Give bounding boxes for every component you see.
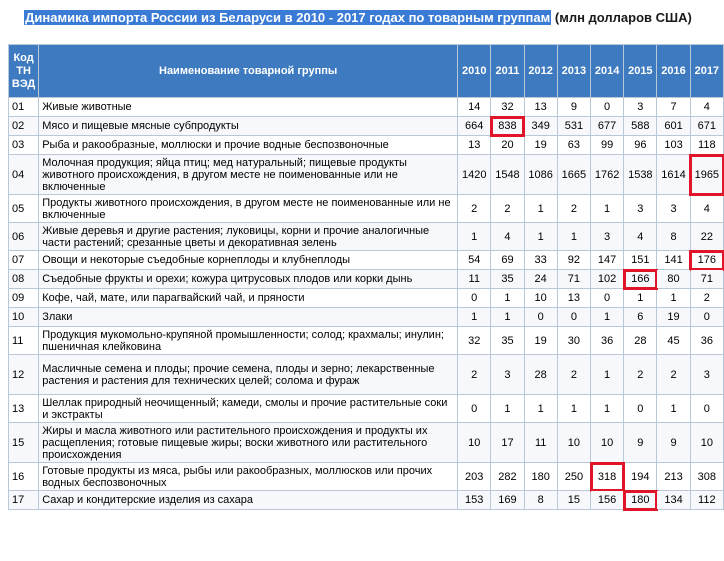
value-cell: 9	[557, 98, 590, 117]
row-name: Овощи и некоторые съедобные корнеплоды и клубнеплоды	[39, 251, 458, 270]
value-cell: 180	[524, 463, 557, 491]
value-cell: 1	[557, 223, 590, 251]
table-row	[9, 251, 724, 270]
value-cell: 3	[624, 98, 657, 117]
header-row	[9, 45, 724, 98]
value-cell: 45	[657, 327, 690, 355]
value-cell: 11	[524, 423, 557, 463]
value-cell: 3	[624, 195, 657, 223]
value-cell: 92	[557, 251, 590, 270]
value-cell: 0	[524, 308, 557, 327]
row-code: 01	[9, 98, 39, 117]
value-cell: 10	[557, 423, 590, 463]
row-name: Съедобные фрукты и орехи; кожура цитрусовых плодов или корки дынь	[39, 270, 458, 289]
value-cell: 54	[458, 251, 491, 270]
value-cell: 6	[624, 308, 657, 327]
row-name: Рыба и ракообразные, моллюски и прочие водные беспозвоночные	[39, 136, 458, 155]
value-cell: 80	[657, 270, 690, 289]
value-cell: 71	[690, 270, 723, 289]
value-cell: 0	[624, 395, 657, 423]
header-year: 2016	[657, 45, 690, 98]
row-name: Живые животные	[39, 98, 458, 117]
row-code: 08	[9, 270, 39, 289]
row-name: Молочная продукция; яйца птиц; мед натуральный; пищевые продукты животного происхождения, в другом месте не поименованные или не включенные	[39, 155, 458, 195]
row-name: Продукты животного происхождения, в другом месте не поименованные или не включенные	[39, 195, 458, 223]
value-cell: 1	[458, 223, 491, 251]
value-cell: 1420	[458, 155, 491, 195]
value-cell: 33	[524, 251, 557, 270]
table-row	[9, 491, 724, 510]
value-cell: 36	[591, 327, 624, 355]
value-cell: 63	[557, 136, 590, 155]
header-year: 2010	[458, 45, 491, 98]
value-cell: 1	[657, 289, 690, 308]
import-table	[8, 44, 724, 510]
value-cell: 1538	[624, 155, 657, 195]
value-cell: 32	[458, 327, 491, 355]
value-cell: 156	[591, 491, 624, 510]
value-cell: 7	[657, 98, 690, 117]
row-code: 09	[9, 289, 39, 308]
value-cell: 96	[624, 136, 657, 155]
row-code: 07	[9, 251, 39, 270]
value-cell: 1086	[524, 155, 557, 195]
value-cell: 1	[491, 395, 524, 423]
value-cell: 4	[491, 223, 524, 251]
highlighted-value-cell: 318	[591, 463, 624, 491]
value-cell: 1	[591, 308, 624, 327]
highlighted-value-cell: 176	[690, 251, 723, 270]
row-name: Мясо и пищевые мясные субпродукты	[39, 117, 458, 136]
value-cell: 19	[657, 308, 690, 327]
value-cell: 203	[458, 463, 491, 491]
table-row	[9, 289, 724, 308]
value-cell: 588	[624, 117, 657, 136]
row-name: Сахар и кондитерские изделия из сахара	[39, 491, 458, 510]
value-cell: 2	[690, 289, 723, 308]
row-code: 12	[9, 355, 39, 395]
header-year: 2012	[524, 45, 557, 98]
value-cell: 677	[591, 117, 624, 136]
value-cell: 20	[491, 136, 524, 155]
table-row	[9, 270, 724, 289]
header-year: 2011	[491, 45, 524, 98]
row-code: 16	[9, 463, 39, 491]
value-cell: 0	[458, 395, 491, 423]
table-row	[9, 98, 724, 117]
value-cell: 71	[557, 270, 590, 289]
value-cell: 103	[657, 136, 690, 155]
row-name: Масличные семена и плоды; прочие семена, плоды и зерно; лекарственные растения и растения для технических целей; солома и фураж	[39, 355, 458, 395]
row-code: 06	[9, 223, 39, 251]
value-cell: 1	[624, 289, 657, 308]
value-cell: 10	[458, 423, 491, 463]
value-cell: 1665	[557, 155, 590, 195]
value-cell: 1	[491, 289, 524, 308]
row-name: Живые деревья и другие растения; луковицы, корни и прочие аналогичные части растений; срезанные цветы и декоративная зелень	[39, 223, 458, 251]
table-row	[9, 195, 724, 223]
row-name: Шеллак природный неочищенный; камеди, смолы и прочие растительные соки и экстракты	[39, 395, 458, 423]
table-row	[9, 155, 724, 195]
value-cell: 2	[557, 355, 590, 395]
value-cell: 0	[690, 308, 723, 327]
table-row	[9, 423, 724, 463]
table-row	[9, 136, 724, 155]
value-cell: 141	[657, 251, 690, 270]
value-cell: 13	[458, 136, 491, 155]
value-cell: 10	[690, 423, 723, 463]
value-cell: 1	[524, 195, 557, 223]
value-cell: 35	[491, 327, 524, 355]
table-row	[9, 395, 724, 423]
value-cell: 28	[624, 327, 657, 355]
value-cell: 2	[624, 355, 657, 395]
value-cell: 14	[458, 98, 491, 117]
value-cell: 1	[591, 195, 624, 223]
value-cell: 531	[557, 117, 590, 136]
value-cell: 151	[624, 251, 657, 270]
value-cell: 0	[458, 289, 491, 308]
value-cell: 671	[690, 117, 723, 136]
row-code: 05	[9, 195, 39, 223]
value-cell: 2	[458, 355, 491, 395]
value-cell: 19	[524, 136, 557, 155]
value-cell: 13	[524, 98, 557, 117]
value-cell: 99	[591, 136, 624, 155]
value-cell: 4	[690, 195, 723, 223]
table-row	[9, 463, 724, 491]
value-cell: 11	[458, 270, 491, 289]
value-cell: 13	[557, 289, 590, 308]
value-cell: 1762	[591, 155, 624, 195]
value-cell: 0	[690, 395, 723, 423]
row-code: 10	[9, 308, 39, 327]
value-cell: 3	[690, 355, 723, 395]
header-year: 2014	[591, 45, 624, 98]
value-cell: 0	[591, 98, 624, 117]
value-cell: 2	[458, 195, 491, 223]
value-cell: 147	[591, 251, 624, 270]
value-cell: 35	[491, 270, 524, 289]
value-cell: 4	[690, 98, 723, 117]
row-code: 15	[9, 423, 39, 463]
value-cell: 1	[591, 355, 624, 395]
value-cell: 1614	[657, 155, 690, 195]
value-cell: 349	[524, 117, 557, 136]
header-year: 2017	[690, 45, 723, 98]
value-cell: 28	[524, 355, 557, 395]
table-row	[9, 117, 724, 136]
value-cell: 2	[491, 195, 524, 223]
header-year: 2015	[624, 45, 657, 98]
value-cell: 194	[624, 463, 657, 491]
highlighted-value-cell: 166	[624, 270, 657, 289]
row-code: 11	[9, 327, 39, 355]
row-name: Продукция мукомольно-крупяной промышленности; солод; крахмалы; инулин; пшеничная клейковина	[39, 327, 458, 355]
title-unit-text: (млн долларов США)	[551, 10, 692, 25]
highlighted-value-cell: 838	[491, 117, 524, 136]
value-cell: 32	[491, 98, 524, 117]
value-cell: 30	[557, 327, 590, 355]
value-cell: 2	[657, 355, 690, 395]
value-cell: 169	[491, 491, 524, 510]
value-cell: 3	[491, 355, 524, 395]
table-row	[9, 327, 724, 355]
value-cell: 8	[657, 223, 690, 251]
header-code: Код ТН ВЭД	[9, 45, 39, 98]
value-cell: 1548	[491, 155, 524, 195]
highlighted-value-cell: 180	[624, 491, 657, 510]
value-cell: 250	[557, 463, 590, 491]
value-cell: 1	[591, 395, 624, 423]
row-name: Готовые продукты из мяса, рыбы или ракообразных, моллюсков или прочих водных беспозвоночных	[39, 463, 458, 491]
value-cell: 69	[491, 251, 524, 270]
value-cell: 1	[491, 308, 524, 327]
value-cell: 601	[657, 117, 690, 136]
value-cell: 213	[657, 463, 690, 491]
header-name: Наименование товарной группы	[39, 45, 458, 98]
value-cell: 153	[458, 491, 491, 510]
value-cell: 282	[491, 463, 524, 491]
value-cell: 112	[690, 491, 723, 510]
value-cell: 1	[524, 395, 557, 423]
value-cell: 3	[591, 223, 624, 251]
table-row	[9, 308, 724, 327]
highlighted-value-cell: 1965	[690, 155, 723, 195]
row-name: Кофе, чай, мате, или парагвайский чай, и пряности	[39, 289, 458, 308]
value-cell: 9	[657, 423, 690, 463]
value-cell: 3	[657, 195, 690, 223]
value-cell: 36	[690, 327, 723, 355]
value-cell: 308	[690, 463, 723, 491]
row-name: Злаки	[39, 308, 458, 327]
page-title	[0, 10, 716, 26]
value-cell: 19	[524, 327, 557, 355]
value-cell: 22	[690, 223, 723, 251]
value-cell: 1	[524, 223, 557, 251]
value-cell: 17	[491, 423, 524, 463]
row-code: 13	[9, 395, 39, 423]
value-cell: 15	[557, 491, 590, 510]
row-code: 04	[9, 155, 39, 195]
value-cell: 664	[458, 117, 491, 136]
value-cell: 10	[524, 289, 557, 308]
value-cell: 1	[458, 308, 491, 327]
row-code: 03	[9, 136, 39, 155]
row-code: 02	[9, 117, 39, 136]
value-cell: 0	[557, 308, 590, 327]
value-cell: 9	[624, 423, 657, 463]
row-code: 17	[9, 491, 39, 510]
table-row	[9, 355, 724, 395]
header-year: 2013	[557, 45, 590, 98]
row-name: Жиры и масла животного или растительного происхождения и продукты их расщепления; готовые пищевые жиры; воски животного или растительного происхождения	[39, 423, 458, 463]
value-cell: 4	[624, 223, 657, 251]
value-cell: 0	[591, 289, 624, 308]
value-cell: 2	[557, 195, 590, 223]
value-cell: 8	[524, 491, 557, 510]
table-row	[9, 223, 724, 251]
value-cell: 118	[690, 136, 723, 155]
value-cell: 1	[657, 395, 690, 423]
value-cell: 24	[524, 270, 557, 289]
value-cell: 102	[591, 270, 624, 289]
title-selected-text[interactable]: Динамика импорта России из Беларуси в 2010 - 2017 годах по товарным группам	[25, 10, 551, 25]
value-cell: 10	[591, 423, 624, 463]
value-cell: 134	[657, 491, 690, 510]
value-cell: 1	[557, 395, 590, 423]
